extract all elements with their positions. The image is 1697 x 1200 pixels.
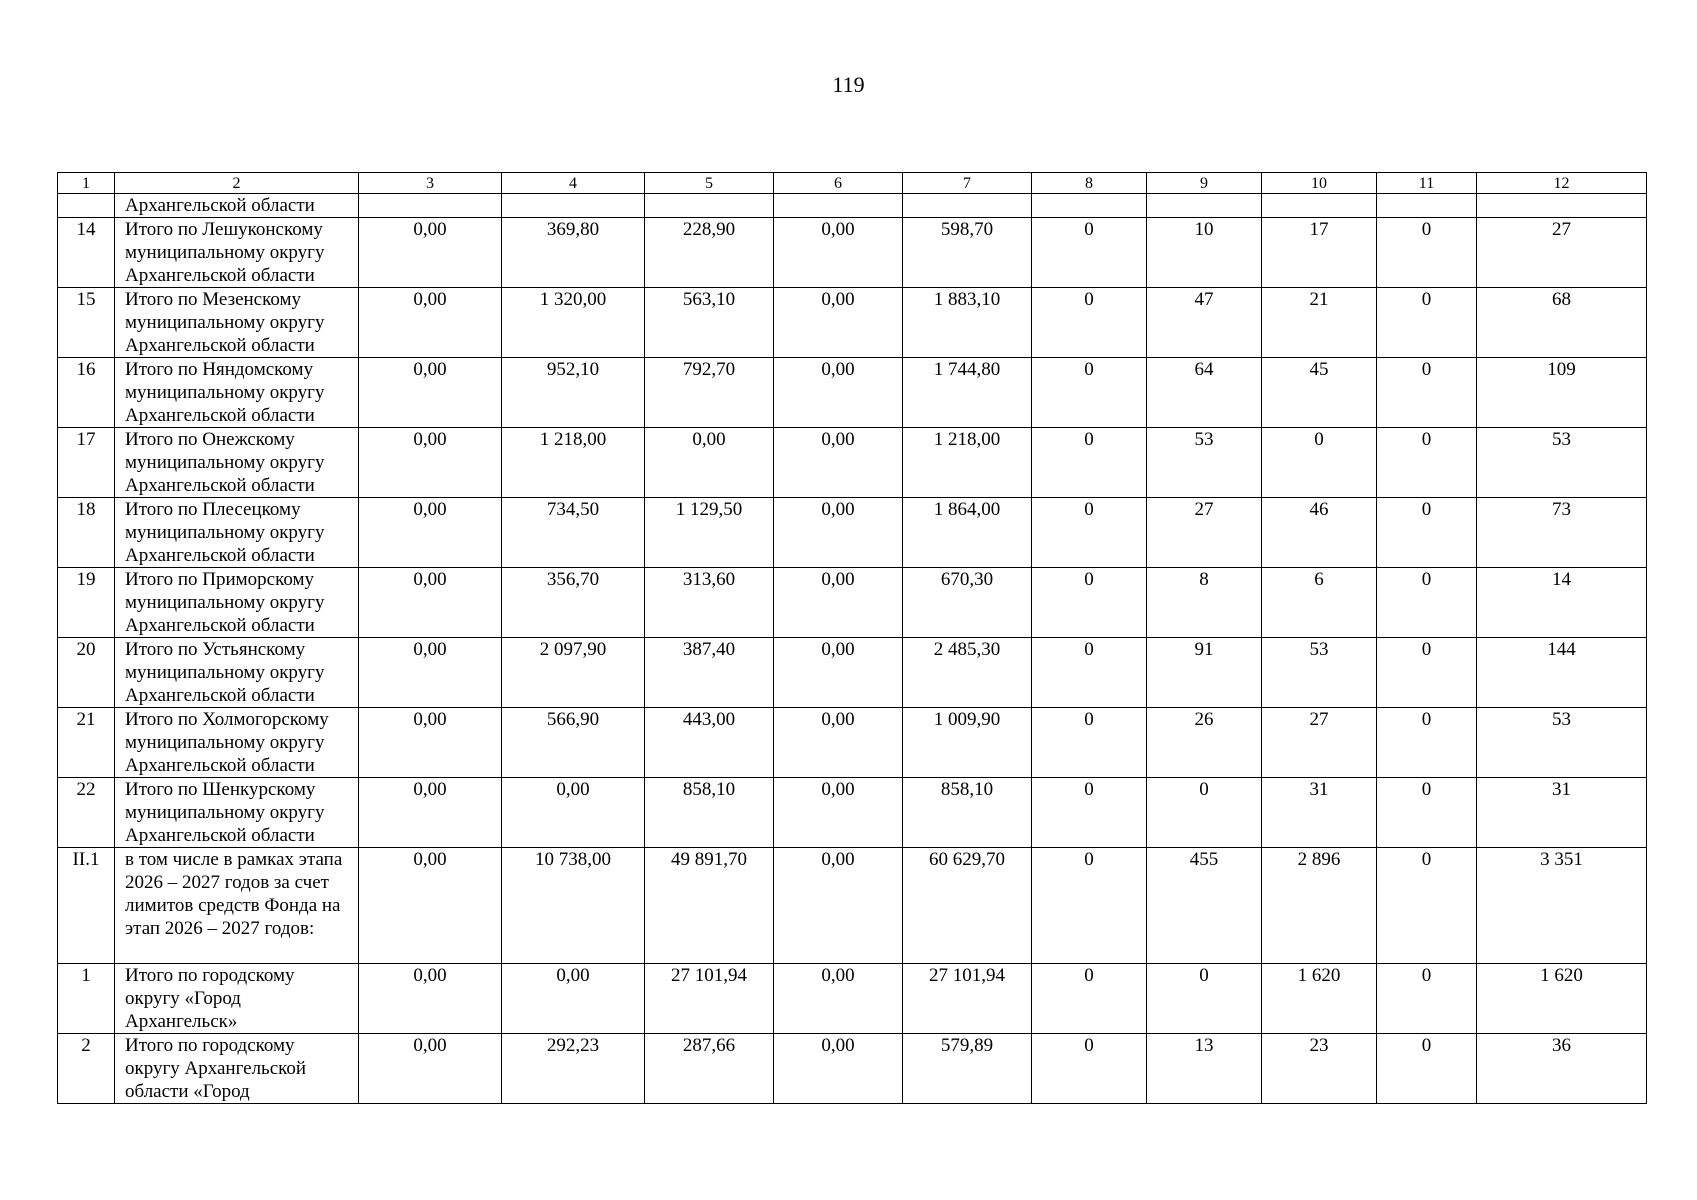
cell-value: 313,60	[645, 568, 774, 638]
cell-value: 1 009,90	[903, 708, 1032, 778]
cell-value: 27	[1262, 708, 1377, 778]
cell-value: 1 218,00	[903, 428, 1032, 498]
column-header: 12	[1477, 173, 1647, 194]
row-number: 18	[58, 498, 115, 568]
cell-value: 0,00	[774, 638, 903, 708]
row-number: 1	[58, 964, 115, 1034]
cell-value: 0	[1377, 708, 1477, 778]
table-row	[58, 568, 1647, 638]
cell-value	[1147, 194, 1262, 218]
cell-value: 1 620	[1477, 964, 1647, 1034]
row-number: 17	[58, 428, 115, 498]
column-header: 5	[645, 173, 774, 194]
row-name: Итого по Приморскому муниципальному округу Архангельской области	[115, 568, 359, 638]
cell-value: 2 896	[1262, 848, 1377, 964]
row-name: Итого по городскому округу Архангельской области «Город	[115, 1034, 359, 1104]
table-row	[58, 428, 1647, 498]
cell-value: 734,50	[502, 498, 645, 568]
cell-value: 579,89	[903, 1034, 1032, 1104]
column-header: 6	[774, 173, 903, 194]
cell-value: 27	[1147, 498, 1262, 568]
cell-value: 356,70	[502, 568, 645, 638]
cell-value	[1477, 194, 1647, 218]
cell-value: 26	[1147, 708, 1262, 778]
cell-value: 792,70	[645, 358, 774, 428]
column-header: 11	[1377, 173, 1477, 194]
cell-value: 91	[1147, 638, 1262, 708]
column-header: 2	[115, 173, 359, 194]
row-number: 2	[58, 1034, 115, 1104]
cell-value: 1 218,00	[502, 428, 645, 498]
cell-value: 0,00	[774, 568, 903, 638]
cell-value: 0,00	[774, 218, 903, 288]
cell-value: 1 320,00	[502, 288, 645, 358]
row-name: Архангельской области	[115, 194, 359, 218]
cell-value	[359, 194, 502, 218]
cell-value: 0	[1377, 568, 1477, 638]
cell-value: 0	[1032, 964, 1147, 1034]
row-name: Итого по Шенкурскому муниципальному округу Архангельской области	[115, 778, 359, 848]
cell-value: 0,00	[359, 848, 502, 964]
cell-value: 0	[1032, 358, 1147, 428]
cell-value	[645, 194, 774, 218]
column-header: 9	[1147, 173, 1262, 194]
cell-value: 14	[1477, 568, 1647, 638]
cell-value: 0,00	[502, 778, 645, 848]
cell-value: 3 351	[1477, 848, 1647, 964]
cell-value: 0	[1032, 568, 1147, 638]
cell-value: 0,00	[359, 568, 502, 638]
cell-value: 0,00	[645, 428, 774, 498]
cell-value: 0,00	[359, 1034, 502, 1104]
cell-value: 443,00	[645, 708, 774, 778]
cell-value: 287,66	[645, 1034, 774, 1104]
table-row	[58, 1034, 1647, 1104]
cell-value: 31	[1262, 778, 1377, 848]
cell-value: 0,00	[774, 708, 903, 778]
cell-value: 0,00	[359, 964, 502, 1034]
cell-value: 0	[1032, 708, 1147, 778]
table-row	[58, 218, 1647, 288]
cell-value: 0	[1377, 288, 1477, 358]
cell-value: 0,00	[359, 288, 502, 358]
cell-value: 49 891,70	[645, 848, 774, 964]
row-name: Итого по Лешуконскому муниципальному округу Архангельской области	[115, 218, 359, 288]
row-number: 19	[58, 568, 115, 638]
cell-value: 455	[1147, 848, 1262, 964]
cell-value: 0	[1032, 848, 1147, 964]
cell-value: 31	[1477, 778, 1647, 848]
cell-value: 0	[1262, 428, 1377, 498]
row-number: 14	[58, 218, 115, 288]
cell-value: 858,10	[645, 778, 774, 848]
cell-value: 0	[1032, 218, 1147, 288]
table-row	[58, 964, 1647, 1034]
cell-value: 47	[1147, 288, 1262, 358]
cell-value: 670,30	[903, 568, 1032, 638]
cell-value: 36	[1477, 1034, 1647, 1104]
column-header: 4	[502, 173, 645, 194]
cell-value: 0,00	[502, 964, 645, 1034]
cell-value: 53	[1147, 428, 1262, 498]
cell-value: 228,90	[645, 218, 774, 288]
row-number: 20	[58, 638, 115, 708]
row-number: 15	[58, 288, 115, 358]
cell-value	[502, 194, 645, 218]
column-header: 10	[1262, 173, 1377, 194]
cell-value: 23	[1262, 1034, 1377, 1104]
cell-value	[903, 194, 1032, 218]
cell-value: 1 620	[1262, 964, 1377, 1034]
cell-value: 0	[1377, 778, 1477, 848]
cell-value: 0	[1377, 428, 1477, 498]
cell-value: 0,00	[359, 428, 502, 498]
cell-value: 0	[1032, 638, 1147, 708]
cell-value: 53	[1262, 638, 1377, 708]
cell-value	[1032, 194, 1147, 218]
row-number: II.1	[58, 848, 115, 964]
column-number-row	[58, 173, 1647, 194]
cell-value: 1 864,00	[903, 498, 1032, 568]
cell-value: 60 629,70	[903, 848, 1032, 964]
cell-value: 21	[1262, 288, 1377, 358]
cell-value: 0,00	[774, 964, 903, 1034]
cell-value: 0	[1147, 778, 1262, 848]
table-row	[58, 194, 1647, 218]
cell-value: 0,00	[774, 498, 903, 568]
row-name: Итого по Няндомскому муниципальному округу Архангельской области	[115, 358, 359, 428]
row-number: 21	[58, 708, 115, 778]
cell-value: 2 485,30	[903, 638, 1032, 708]
cell-value: 0	[1377, 1034, 1477, 1104]
row-name: Итого по Онежскому муниципальному округу Архангельской области	[115, 428, 359, 498]
cell-value: 0	[1377, 218, 1477, 288]
table-row	[58, 638, 1647, 708]
row-name: в том числе в рамках этапа 2026 – 2027 годов за счет лимитов средств Фонда на этап 2026 – 2027 годов:	[115, 848, 359, 964]
cell-value: 10	[1147, 218, 1262, 288]
table-row	[58, 288, 1647, 358]
cell-value: 858,10	[903, 778, 1032, 848]
cell-value: 369,80	[502, 218, 645, 288]
cell-value: 0	[1377, 848, 1477, 964]
cell-value: 387,40	[645, 638, 774, 708]
cell-value: 0	[1377, 358, 1477, 428]
cell-value: 64	[1147, 358, 1262, 428]
table-row	[58, 498, 1647, 568]
cell-value: 0,00	[359, 638, 502, 708]
column-header: 3	[359, 173, 502, 194]
row-name: Итого по Устьянскому муниципальному округу Архангельской области	[115, 638, 359, 708]
cell-value: 46	[1262, 498, 1377, 568]
row-number: 22	[58, 778, 115, 848]
cell-value: 2 097,90	[502, 638, 645, 708]
cell-value: 0	[1377, 638, 1477, 708]
cell-value: 0,00	[359, 708, 502, 778]
cell-value: 0,00	[774, 358, 903, 428]
cell-value: 17	[1262, 218, 1377, 288]
row-name: Итого по городскому округу «Город Архангельск»	[115, 964, 359, 1034]
cell-value: 566,90	[502, 708, 645, 778]
cell-value	[1262, 194, 1377, 218]
cell-value: 53	[1477, 428, 1647, 498]
cell-value: 45	[1262, 358, 1377, 428]
cell-value	[1377, 194, 1477, 218]
cell-value: 27 101,94	[903, 964, 1032, 1034]
cell-value: 27 101,94	[645, 964, 774, 1034]
cell-value: 1 129,50	[645, 498, 774, 568]
column-header: 7	[903, 173, 1032, 194]
cell-value: 0,00	[774, 428, 903, 498]
cell-value: 0,00	[774, 288, 903, 358]
cell-value: 6	[1262, 568, 1377, 638]
table-row	[58, 708, 1647, 778]
row-name: Итого по Плесецкому муниципальному округу Архангельской области	[115, 498, 359, 568]
cell-value: 292,23	[502, 1034, 645, 1104]
page-number: 119	[832, 72, 865, 97]
cell-value: 0	[1147, 964, 1262, 1034]
cell-value: 0,00	[774, 778, 903, 848]
cell-value: 27	[1477, 218, 1647, 288]
cell-value: 13	[1147, 1034, 1262, 1104]
cell-value: 53	[1477, 708, 1647, 778]
cell-value: 598,70	[903, 218, 1032, 288]
table-row	[58, 848, 1647, 964]
cell-value: 0,00	[359, 498, 502, 568]
cell-value: 73	[1477, 498, 1647, 568]
cell-value: 563,10	[645, 288, 774, 358]
cell-value: 10 738,00	[502, 848, 645, 964]
cell-value: 0	[1032, 288, 1147, 358]
row-name: Итого по Мезенскому муниципальному округу Архангельской области	[115, 288, 359, 358]
cell-value: 68	[1477, 288, 1647, 358]
cell-value	[774, 194, 903, 218]
column-header: 8	[1032, 173, 1147, 194]
cell-value: 0,00	[774, 1034, 903, 1104]
row-number	[58, 194, 115, 218]
column-header: 1	[58, 173, 115, 194]
cell-value: 0	[1032, 498, 1147, 568]
cell-value: 0,00	[359, 358, 502, 428]
cell-value: 0	[1377, 498, 1477, 568]
cell-value: 0,00	[359, 778, 502, 848]
data-table	[57, 172, 1647, 1104]
cell-value: 144	[1477, 638, 1647, 708]
cell-value: 0	[1032, 1034, 1147, 1104]
cell-value: 0	[1032, 778, 1147, 848]
cell-value: 1 744,80	[903, 358, 1032, 428]
cell-value: 952,10	[502, 358, 645, 428]
cell-value: 8	[1147, 568, 1262, 638]
cell-value: 1 883,10	[903, 288, 1032, 358]
cell-value: 0	[1032, 428, 1147, 498]
cell-value: 0,00	[359, 218, 502, 288]
row-name: Итого по Холмогорскому муниципальному округу Архангельской области	[115, 708, 359, 778]
table-row	[58, 778, 1647, 848]
cell-value: 0,00	[774, 848, 903, 964]
row-number: 16	[58, 358, 115, 428]
table-row	[58, 358, 1647, 428]
cell-value: 109	[1477, 358, 1647, 428]
cell-value: 0	[1377, 964, 1477, 1034]
